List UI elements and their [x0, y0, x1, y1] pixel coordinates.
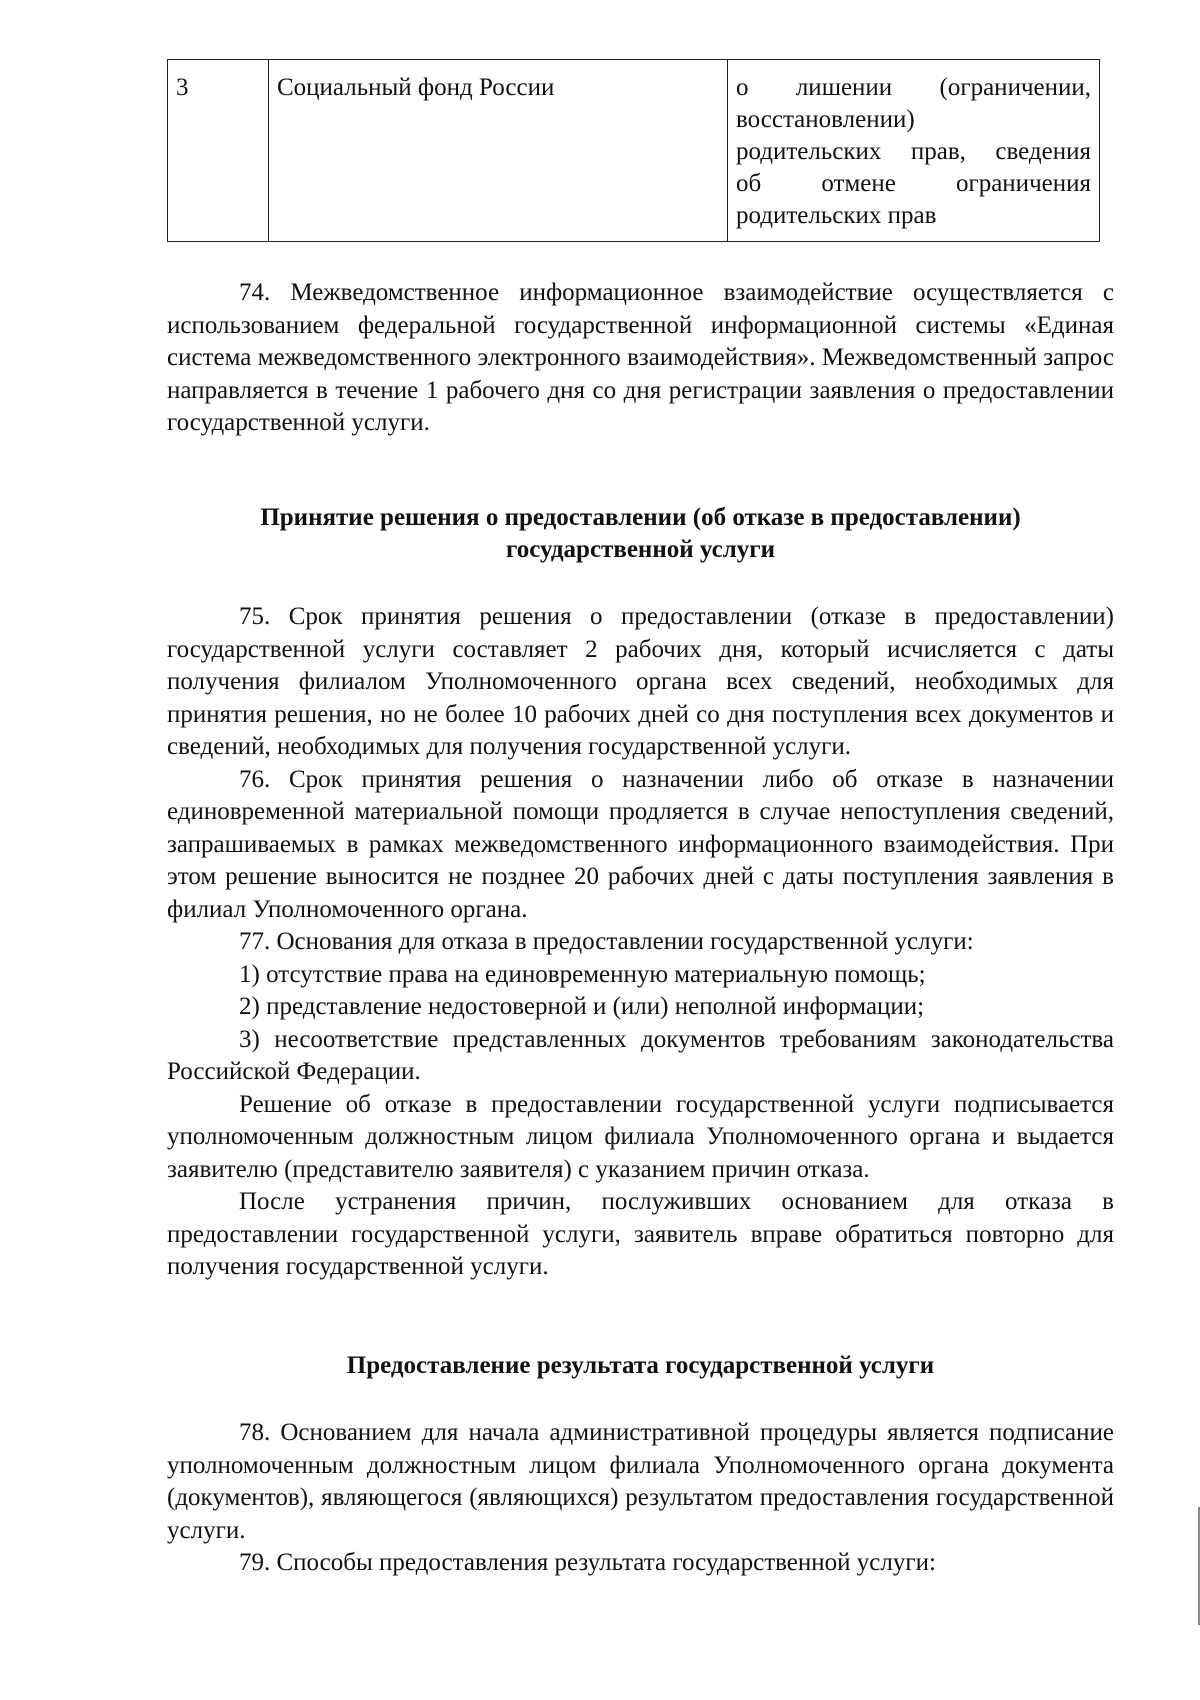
- paragraph-77: 77. Основания для отказа в предоставлении государственной услуги:: [239, 928, 974, 955]
- table-row: [168, 60, 1100, 242]
- information-line: родительских прав: [736, 202, 937, 229]
- agency-table: [167, 59, 1100, 242]
- paragraph-after-elimination: После устранения причин, послуживших основанием для отказа в предоставлении государственной услуги, заявитель вправе обратиться повторно для получения государственной услуги.: [167, 1188, 1114, 1280]
- list-item-77-2: 2) представление недостоверной и (или) неполной информации;: [239, 993, 925, 1020]
- list-item-77-3: 3) несоответствие представленных документов требованиям законодательства Российской Федерации.: [167, 1025, 1114, 1085]
- heading-decision: [167, 502, 1114, 566]
- list-item-77-1: 1) отсутствие права на единовременную материальную помощь;: [239, 960, 926, 988]
- information-line: об отмене ограничения: [736, 170, 1091, 197]
- information-cell: [728, 60, 1100, 242]
- information-line: восстановлении): [736, 106, 915, 133]
- section-78-79: [167, 1417, 1114, 1580]
- paragraph-79: 79. Способы предоставления результата государственной услуги:: [239, 1549, 936, 1576]
- heading-decision-line: Принятие решения о предоставлении (об отказе в предоставлении): [260, 504, 1021, 531]
- section-75-77: [167, 601, 1114, 1284]
- row-number-cell: 3: [168, 60, 269, 242]
- section-74: [167, 277, 1114, 440]
- organization-cell: Социальный фонд России: [269, 60, 728, 242]
- paragraph-76: 76. Срок принятия решения о назначении либо об отказе в назначении единовременной материальной помощи продляется в случае непоступления сведений, запрашиваемых в рамках межведомственного информационного взаимодействия. При этом решение выносится не позднее 20 рабочих дней с даты поступления заявления в филиал Уполномоченного органа.: [167, 765, 1114, 923]
- paragraph-78: 78. Основанием для начала административной процедуры является подписание уполномоченным должностным лицом филиала Уполномоченного органа документа (документов), являющегося (являющихся) результатом предоставления государственной услуги.: [167, 1419, 1114, 1544]
- heading-decision-line: государственной услуги: [505, 536, 776, 563]
- heading-result: [167, 1350, 1114, 1382]
- information-line: родительских прав, сведения: [736, 138, 1091, 165]
- information-line: о лишении (ограничении,: [736, 74, 1091, 101]
- heading-result-line: Предоставление результата государственной услуги: [346, 1352, 935, 1379]
- paragraph-refusal-decision: Решение об отказе в предоставлении государственной услуги подписывается уполномоченным должностным лицом филиала Уполномоченного органа и выдается заявителю (представителю заявителя) с указанием причин отказа.: [167, 1090, 1114, 1183]
- paragraph-74: 74. Межведомственное информационное взаимодействие осуществляется с использованием федеральной государственной информационной системы «Единая система межведомственного электронного взаимодействия». Межведомственный запрос направляется в течение 1 рабочего дня со дня регистрации заявления о предоставлении государственной услуги.: [167, 279, 1114, 436]
- paragraph-75: 75. Срок принятия решения о предоставлении (отказе в предоставлении) государственной услуги составляет 2 рабочих дня, который исчисляется с даты получения филиалом Уполномоченного органа всех сведений, необходимых для принятия решения, но не более 10 рабочих дней со дня поступления всех документов и сведений, необходимых для получения государственной услуги.: [167, 603, 1114, 760]
